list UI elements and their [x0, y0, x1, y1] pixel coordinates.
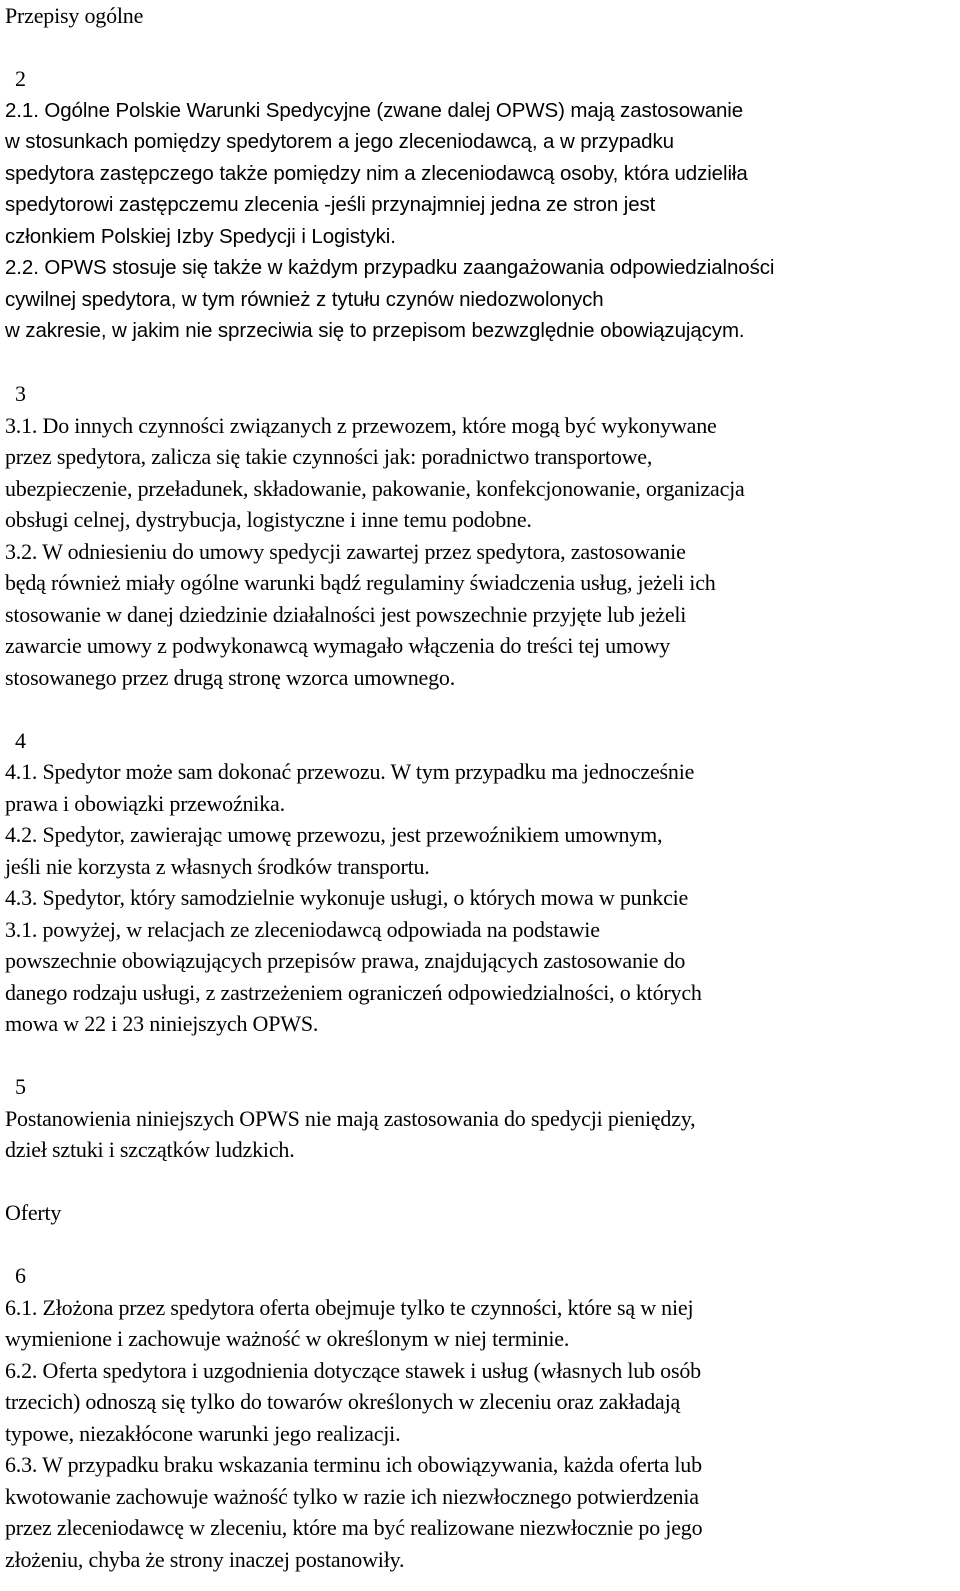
paragraph-line: przez zleceniodawcę w zleceniu, które ma być realizowane niezwłocznie po jego — [5, 1515, 703, 1540]
section-number-6: 6 — [15, 1263, 26, 1288]
heading-general-provisions: Przepisy ogólne — [5, 3, 144, 28]
spacer — [5, 1229, 955, 1261]
spacer — [5, 693, 955, 725]
paragraph-line: 2.2. OPWS stosuje się także w każdym przypadku zaangażowania odpowiedzialności — [5, 256, 775, 279]
paragraph-line: w stosunkach pomiędzy spedytorem a jego zleceniodawcą, a w przypadku — [5, 130, 674, 153]
paragraph-line: obsługi celnej, dystrybucja, logistyczne i inne temu podobne. — [5, 507, 532, 532]
section-number-2: 2 — [15, 66, 26, 91]
paragraph-line: 6.2. Oferta spedytora i uzgodnienia dotyczące stawek i usług (własnych lub osób — [5, 1357, 701, 1383]
paragraph-line: 3.1. powyżej, w relacjach ze zleceniodawcą odpowiada na podstawie — [5, 916, 600, 942]
section-number-5: 5 — [15, 1074, 26, 1099]
paragraph-line: prawa i obowiązki przewoźnika. — [5, 790, 285, 816]
section-4-body — [5, 756, 955, 1040]
paragraph-line: złożeniu, chyba że strony inaczej postanowiły. — [5, 1546, 405, 1572]
paragraph-line: mowa w 22 i 23 niniejszych OPWS. — [5, 1011, 319, 1036]
paragraph-line: Postanowienia niniejszych OPWS nie mają zastosowania do spedycji pieniędzy, — [5, 1105, 696, 1131]
paragraph-line: członkiem Polskiej Izby Spedycji i Logistyki. — [5, 224, 396, 248]
spacer — [5, 347, 955, 379]
section-5-body — [5, 1103, 955, 1166]
paragraph-line: 3.1. Do innych czynności związanych z przewozem, które mogą być wykonywane — [5, 412, 717, 438]
spacer — [5, 1166, 955, 1198]
section-2-body — [5, 95, 955, 347]
paragraph-line: będą również miały ogólne warunki bądź regulaminy świadczenia usług, jeżeli ich — [5, 570, 716, 595]
paragraph-line: 4.1. Spedytor może sam dokonać przewozu. W tym przypadku ma jednocześnie — [5, 759, 695, 784]
paragraph-line: stosowanie w danej dziedzinie działalności jest powszechnie przyjęte lub jeżeli — [5, 601, 687, 627]
paragraph-line: cywilnej spedytora, w tym również z tytułu czynów niedozwolonych — [5, 287, 604, 311]
paragraph-line: spedytora zastępczego także pomiędzy nim a zleceniodawcą osoby, która udzieliła — [5, 161, 748, 185]
paragraph-line: danego rodzaju usługi, z zastrzeżeniem ograniczeń odpowiedzialności, o których — [5, 979, 702, 1005]
paragraph-line: kwotowanie zachowuje ważność tylko w razie ich niezwłocznego potwierdzenia — [5, 1483, 699, 1509]
section-3-body — [5, 410, 955, 694]
paragraph-line: dzieł sztuki i szczątków ludzkich. — [5, 1137, 295, 1162]
section-number-3: 3 — [15, 381, 26, 406]
paragraph-line: 2.1. Ogólne Polskie Warunki Spedycyjne (zwane dalej OPWS) mają zastosowanie — [5, 98, 744, 122]
paragraph-line: stosowanego przez drugą stronę wzorca umownego. — [5, 664, 456, 690]
section-number-4: 4 — [15, 727, 26, 753]
paragraph-line: w zakresie, w jakim nie sprzeciwia się to przepisom bezwzględnie obowiązującym. — [5, 319, 745, 342]
paragraph-line: typowe, niezakłócone warunki jego realizacji. — [5, 1420, 401, 1446]
document-page — [5, 0, 955, 1575]
paragraph-line: 4.2. Spedytor, zawierając umowę przewozu, jest przewoźnikiem umownym, — [5, 822, 663, 847]
paragraph-line: ubezpieczenie, przeładunek, składowanie, pakowanie, konfekcjonowanie, organizacja — [5, 475, 745, 501]
paragraph-line: powszechnie obowiązujących przepisów prawa, znajdujących zastosowanie do — [5, 948, 686, 973]
paragraph-line: 6.1. Złożona przez spedytora oferta obejmuje tylko te czynności, które są w niej — [5, 1294, 694, 1320]
paragraph-line: wymienione i zachowuje ważność w określonym w niej terminie. — [5, 1326, 570, 1351]
spacer — [5, 32, 955, 64]
heading-offers: Oferty — [5, 1200, 62, 1225]
spacer — [5, 1040, 955, 1072]
paragraph-line: 3.2. W odniesieniu do umowy spedycji zawartej przez spedytora, zastosowanie — [5, 538, 686, 564]
paragraph-line: jeśli nie korzysta z własnych środków transportu. — [5, 853, 430, 879]
paragraph-line: trzecich) odnoszą się tylko do towarów określonych w zleceniu oraz zakładają — [5, 1389, 681, 1414]
paragraph-line: zawarcie umowy z podwykonawcą wymagało włączenia do treści tej umowy — [5, 633, 671, 658]
section-6-body — [5, 1292, 955, 1576]
paragraph-line: przez spedytora, zalicza się takie czynności jak: poradnictwo transportowe, — [5, 444, 653, 469]
paragraph-line: 4.3. Spedytor, który samodzielnie wykonuje usługi, o których mowa w punkcie — [5, 885, 689, 910]
paragraph-line: spedytorowi zastępczemu zlecenia -jeśli przynajmniej jedna ze stron jest — [5, 193, 656, 216]
paragraph-line: 6.3. W przypadku braku wskazania terminu ich obowiązywania, każda oferta lub — [5, 1452, 702, 1477]
